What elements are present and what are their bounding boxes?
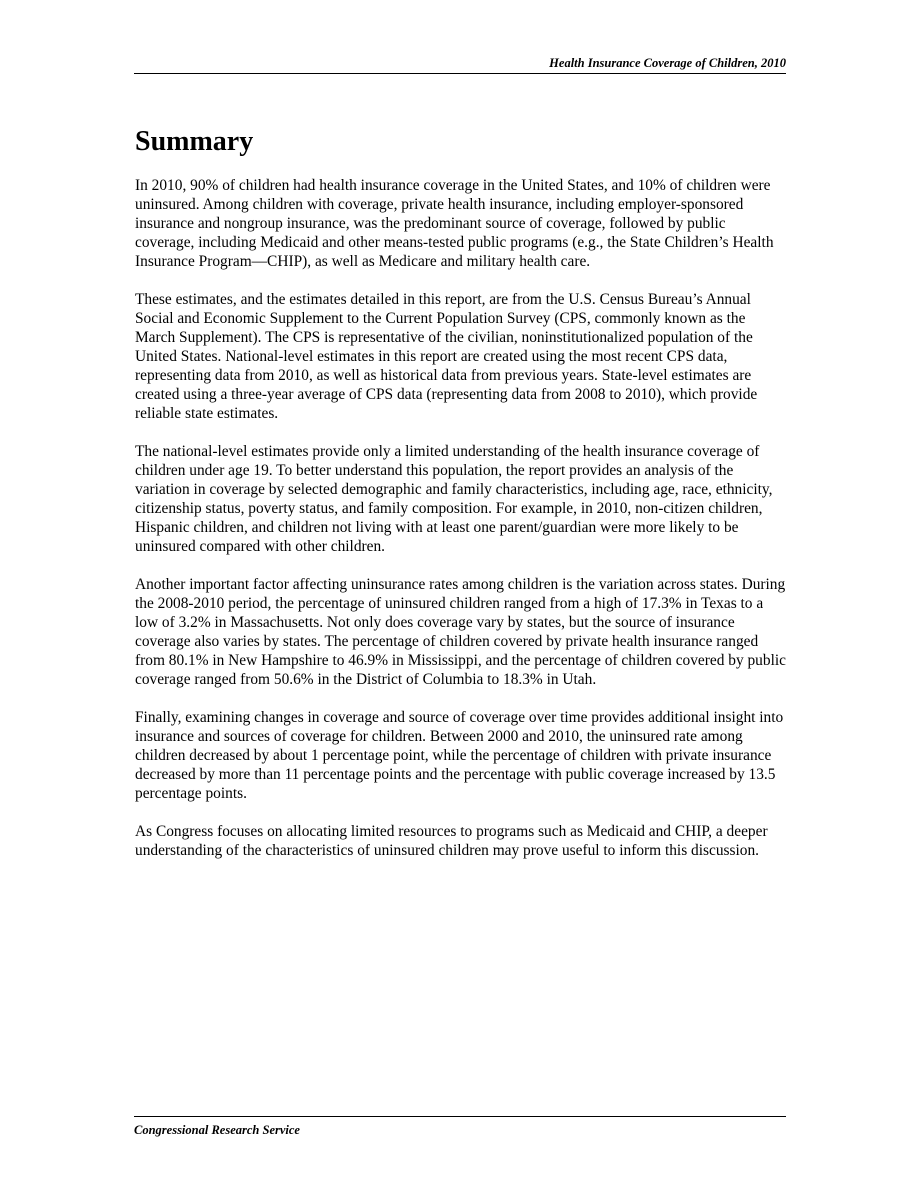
summary-body bbox=[135, 176, 787, 879]
summary-heading: Summary bbox=[135, 126, 254, 157]
paragraph-trends: Finally, examining changes in coverage and source of coverage over time provides additional insight into insurance and sources of coverage for children. Between 2000 and 2010, the uninsured rate among children decreased by about 1 percentage point, while the percentage of children with private insurance decreased by more than 11 percentage points and the percentage with public coverage increased by 13.5 percentage points. bbox=[135, 709, 784, 802]
paragraph-state-variation: Another important factor affecting uninsurance rates among children is the variation across states. During the 2008-2010 period, the percentage of uninsured children ranged from a high of 17.3% in Texas to a low of 3.2% in Massachusetts. Not only does coverage vary by states, but the source of insurance coverage also varies by states. The percentage of children covered by private health insurance ranged from 80.1% in New Hampshire to 46.9% in Mississippi, and the percentage of children covered by public coverage ranged from 50.6% in the District of Columbia to 18.3% in Utah. bbox=[135, 576, 786, 688]
paragraph-conclusion: As Congress focuses on allocating limited resources to programs such as Medicaid and CHIP, a deeper understanding of the characteristics of uninsured children may prove useful to inform this discussion. bbox=[135, 823, 768, 859]
running-footer: Congressional Research Service bbox=[134, 1116, 786, 1140]
paragraph-data-source: These estimates, and the estimates detailed in this report, are from the U.S. Census Bureau’s Annual Social and Economic Supplement to the Current Population Survey (CPS, commonly known as the March Supplement). The CPS is representative of the civilian, noninstitutionalized population of the United States. National-level estimates in this report are created using the most recent CPS data, representing data from 2010, as well as historical data from previous years. State-level estimates are created using a three-year average of CPS data (representing data from 2008 to 2010), which provide reliable state estimates. bbox=[135, 291, 758, 422]
paragraph-demographics: The national-level estimates provide only a limited understanding of the health insurance coverage of children under age 19. To better understand this population, the report provides an analysis of the variation in coverage by selected demographic and family characteristics, including age, race, ethnicity, citizenship status, poverty status, and family composition. For example, in 2010, non-citizen children, Hispanic children, and children not living with at least one parent/guardian were more likely to be uninsured compared with other children. bbox=[135, 443, 773, 555]
running-header: Health Insurance Coverage of Children, 2010 bbox=[134, 54, 786, 74]
paragraph-coverage-overview: In 2010, 90% of children had health insurance coverage in the United States, and 10% of children were uninsured. Among children with coverage, private health insurance, including employer-sponsored insurance and nongroup insurance, was the predominant source of coverage, followed by public coverage, including Medicaid and other means-tested public programs (e.g., the State Children’s Health Insurance Program—CHIP), as well as Medicare and military health care. bbox=[135, 177, 774, 270]
